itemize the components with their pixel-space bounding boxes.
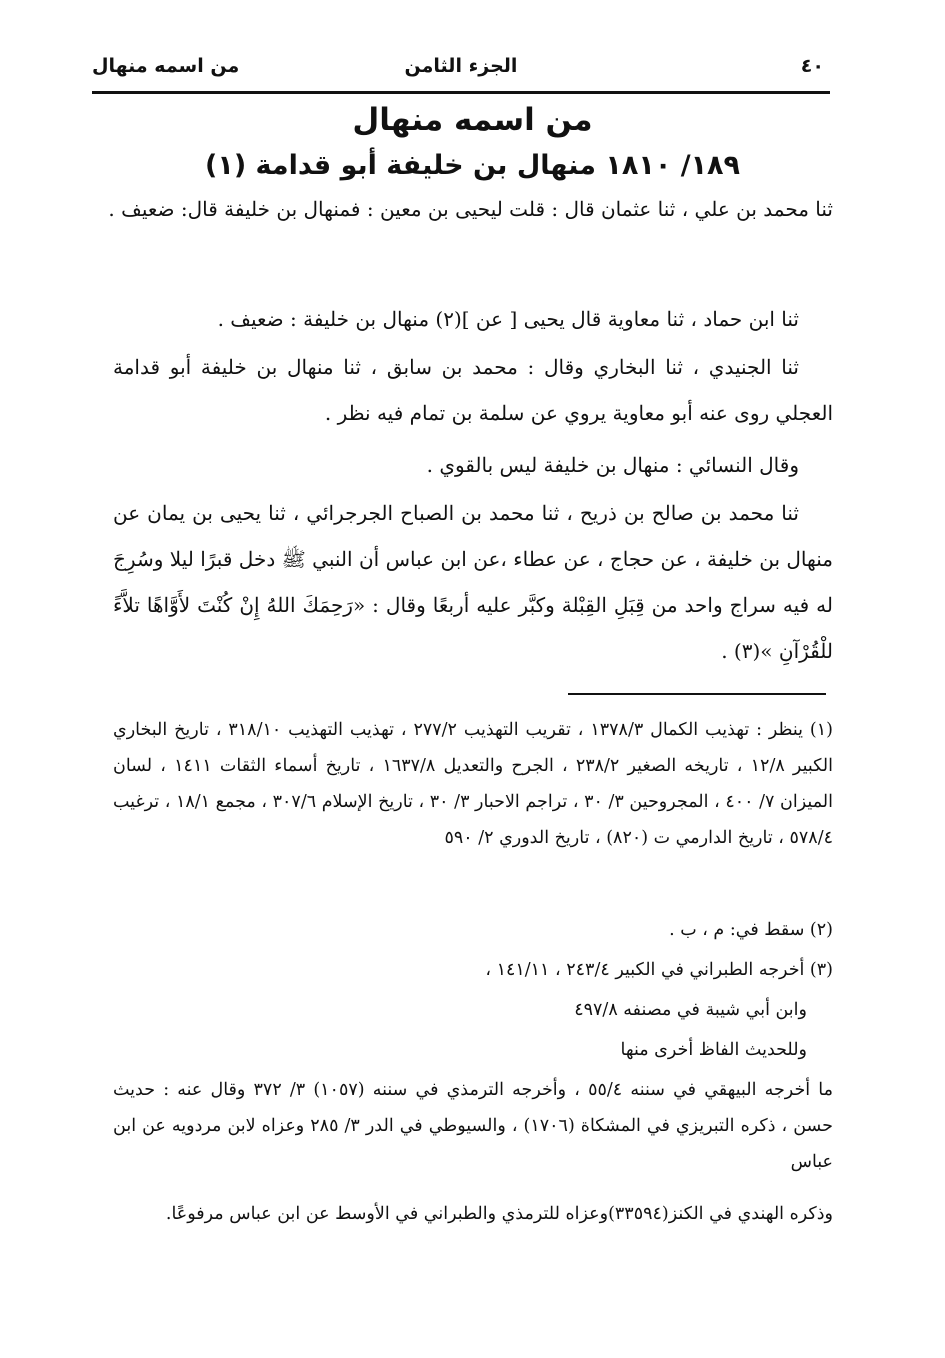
- footnote: وابن أبي شيبة في مصنفه ٤٩٧/٨: [574, 1000, 807, 1020]
- paragraph: وقال النسائي : منهال بن خليفة ليس بالقوي .: [426, 453, 799, 477]
- footnote: (٢) سقط في: م ، ب .: [669, 920, 833, 940]
- footnote: وللحديث الفاظ أخرى منها: [620, 1040, 807, 1060]
- footnote: وذكره الهندي في الكنز(٣٣٥٩٤)وعزاه للترمذي والطبراني في الأوسط عن ابن عباس مرفوعًا.: [165, 1204, 833, 1224]
- section-title: من اسمه منهال: [352, 102, 593, 138]
- paragraph: ثنا محمد بن صالح بن ذريح ، ثنا محمد بن الصباح الجرجرائي ، ثنا يحيى بن يمان عن منهال بن خليفة ، عن حجاج ، عن عطاء ،عن ابن عباس أن النبي ﷺ دخل قبرًا ليلا وسُرِجَ له فيه سراج واحد من قِبَلِ القِبْلة وكبَّر عليه أربعًا وقال : «رَحِمَكَ اللهُ إِنْ كُنْتَ لأَوَّاهًا تلاَّءً للْقُرْآنِ »(٣) .: [113, 501, 833, 663]
- footnote: (١) ينظر : تهذيب الكمال ١٣٧٨/٣ ، تقريب التهذيب ٢٧٧/٢ ، تهذيب التهذيب ٣١٨/١٠ ، تاريخ البخاري الكبير ١٢/٨ ، تاريخه الصغير ٢٣٨/٢ ، الجرح والتعديل ١٦٣٧/٨ ، تاريخ أسماء الثقات ١٤١١ ، لسان الميزان ٧/ ٤٠٠ ، المجروحين ٣/ ٣٠ ، تراجم الاحبار ٣/ ٣٠ ، تاريخ الإسلام ٣٠٧/٦ ، مجمع ١٨/١ ، ترغيب ٥٧٨/٤ ، تاريخ الدارمي ت (٨٢٠) ، تاريخ الدوري ٢/ ٥٩٠: [113, 720, 834, 848]
- running-header: [92, 55, 830, 89]
- paragraph: ثنا ابن حماد ، ثنا معاوية قال يحيى [ عن ](٢) منهال بن خليفة : ضعيف .: [217, 307, 799, 331]
- running-section-title: من اسمه منهال: [92, 55, 240, 77]
- footnote: (٣) أخرجه الطبراني في الكبير ٢٤٣/٤ ، ١٤١/١١ ،: [485, 960, 833, 980]
- paragraph: ثنا الجنيدي ، ثنا البخاري وقال : محمد بن سابق ، ثنا منهال بن خليفة أبو قدامة العجلي روى عنه أبو معاوية يروي عن سلمة بن تمام فيه نظر .: [113, 355, 833, 425]
- page-number: ٤٠: [800, 55, 824, 77]
- paragraph: ثنا محمد بن علي ، ثنا عثمان قال : قلت ليحيى بن معين : فمنهال بن خليفة قال: ضعيف .: [108, 197, 833, 221]
- footnote: ما أخرجه البيهقي في سننه ٥٥/٤ ، وأخرجه الترمذي في سننه (١٠٥٧) ٣/ ٣٧٢ وقال عنه : حديث حسن ، ذكره التبريزي في المشكاة (١٧٠٦) ، والسيوطي في الدر ٣/ ٢٨٥ وعزاه لابن مردويه عن ابن عباس: [113, 1080, 833, 1172]
- entry-title: ١٨٩/ ١٨١٠ منهال بن خليفة أبو قدامة (١): [204, 150, 741, 181]
- header-rule: [92, 91, 830, 94]
- footnote-rule: [568, 693, 826, 695]
- volume-label: الجزء الثامن: [404, 55, 518, 77]
